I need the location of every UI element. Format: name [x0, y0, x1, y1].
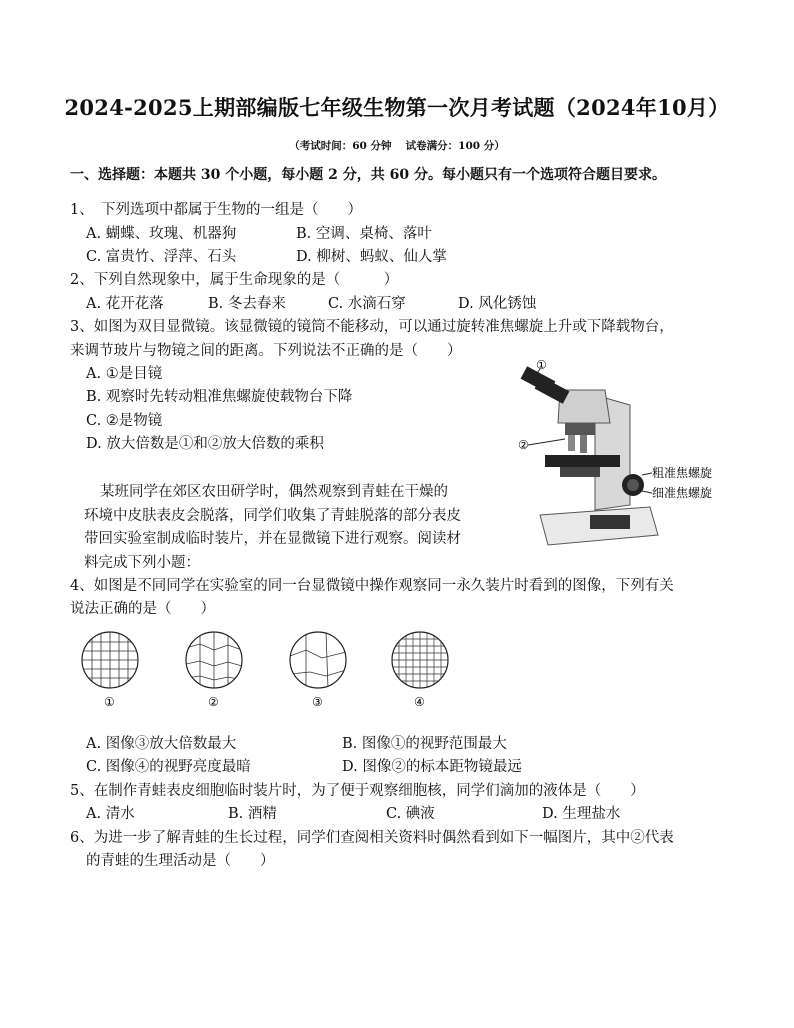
question-3-option-a: A. ①是目镜 [86, 366, 163, 382]
view-label-3: ③ [312, 695, 323, 709]
question-4-option-a: A. 图像③放大倍数最大 [86, 736, 237, 752]
question-3-option-b: B. 观察时先转动粗准焦螺旋使载物台下降 [86, 389, 353, 405]
question-1-stem: 1、 下列选项中都属于生物的一组是（ ） [70, 202, 362, 218]
question-1-option-c: C. 富贵竹、浮萍、石头 [86, 249, 237, 265]
question-5-option-a: A. 清水 [86, 806, 135, 822]
question-2-stem: 2、下列自然现象中，属于生命现象的是（ ） [70, 272, 399, 288]
exam-info: （考试时间：60 分钟 试卷满分：100 分） [289, 140, 505, 152]
question-3-option-d: D. 放大倍数是①和②放大倍数的乘积 [86, 436, 324, 452]
passage-line-4: 料完成下列小题： [84, 555, 200, 571]
question-4-stem-line1: 4、如图是不同同学在实验室的同一台显微镜中操作观察同一永久装片时看到的图像，下列有关 [70, 578, 674, 594]
question-2-option-b: B. 冬去春来 [208, 296, 286, 312]
microscope-views-figure [70, 628, 460, 713]
view-label-1: ① [104, 695, 115, 709]
coarse-adjustment-label: 粗准焦螺旋 [652, 466, 713, 480]
question-6-stem-line1: 6、为进一步了解青蛙的生长过程，同学们查阅相关资料时偶然看到如下一幅图片，其中②代表 [70, 830, 674, 846]
question-1-option-b: B. 空调、桌椅、落叶 [296, 226, 432, 242]
view-label-2: ② [208, 695, 219, 709]
microscope-label-2: ② [518, 438, 529, 452]
question-2-option-d: D. 风化锈蚀 [458, 296, 537, 312]
microscope-label-1: ① [536, 358, 547, 372]
question-5-option-c: C. 碘液 [386, 806, 435, 822]
question-4-option-c: C. 图像④的视野亮度最暗 [86, 759, 251, 775]
page-title: 2024-2025上期部编版七年级生物第一次月考试题（2024年10月） [64, 95, 730, 120]
section-heading: 一、选择题：本题共 30 个小题，每小题 2 分，共 60 分。每小题只有一个选项符合题目要求。 [70, 167, 666, 183]
question-2-option-a: A. 花开花落 [86, 296, 164, 312]
question-4-stem-line2: 说法正确的是（ ） [70, 601, 215, 617]
question-5-stem: 5、在制作青蛙表皮细胞临时装片时，为了便于观察细胞核，同学们滴加的液体是（ ） [70, 783, 645, 799]
question-3-option-c: C. ②是物镜 [86, 413, 163, 429]
microscope-figure [500, 355, 730, 555]
view-label-4: ④ [414, 695, 425, 709]
fine-adjustment-label: 细准焦螺旋 [652, 486, 713, 500]
question-1-option-a: A. 蝴蝶、玫瑰、机器狗 [86, 226, 237, 242]
question-5-option-d: D. 生理盐水 [542, 806, 621, 822]
passage-line-3: 带回实验室制成临时装片，并在显微镜下进行观察。阅读材 [84, 531, 461, 547]
question-5-option-b: B. 酒精 [228, 806, 277, 822]
question-3-stem-line1: 3、如图为双目显微镜。该显微镜的镜筒不能移动，可以通过旋转准焦螺旋上升或下降载物台， [70, 319, 674, 335]
passage-line-1: 某班同学在郊区农田研学时，偶然观察到青蛙在干燥的 [100, 484, 448, 500]
question-1-option-d: D. 柳树、蚂蚁、仙人掌 [296, 249, 447, 265]
question-4-option-b: B. 图像①的视野范围最大 [342, 736, 507, 752]
question-4-option-d: D. 图像②的标本距物镜最远 [342, 759, 522, 775]
question-2-option-c: C. 水滴石穿 [328, 296, 406, 312]
question-6-stem-line2: 的青蛙的生理活动是（ ） [86, 853, 275, 869]
passage-line-2: 环境中皮肤表皮会脱落，同学们收集了青蛙脱落的部分表皮 [84, 508, 461, 524]
question-3-stem-line2: 来调节玻片与物镜之间的距离。下列说法不正确的是（ ） [70, 343, 462, 359]
